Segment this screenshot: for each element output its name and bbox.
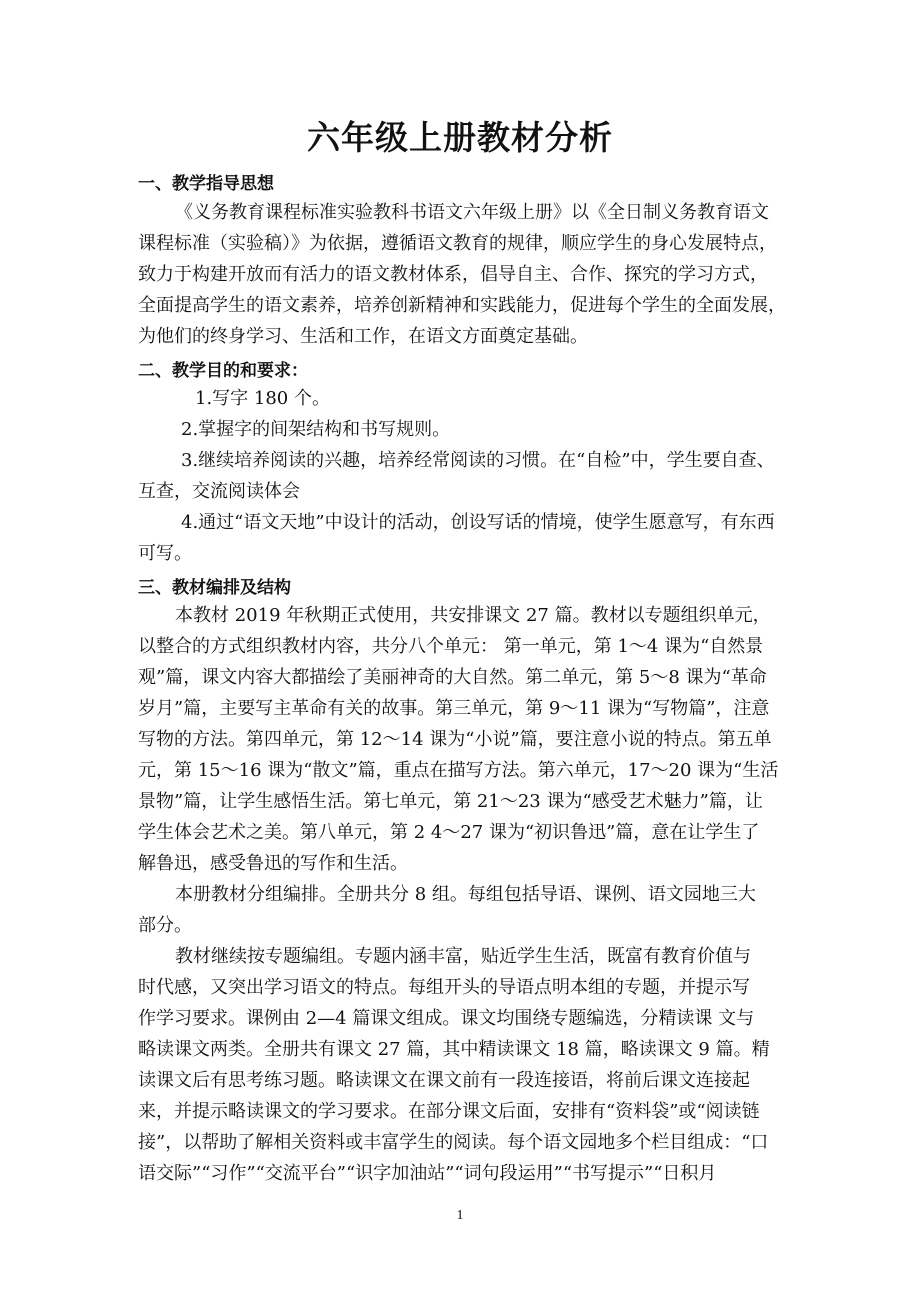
goal-item-continued: 可写。 [138,543,192,564]
goal-item: 3.继续培养阅读的兴趣，培养经常阅读的习惯。在“自检”中，学生要自查、 [181,450,775,471]
paragraph-line: 全面提高学生的语文素养，培养创新精神和实践能力，促进每个学生的全面发展， [138,295,786,316]
paragraph-line: 部分。 [138,915,192,936]
paragraph-line: 观”篇，课文内容大都描绘了美丽神奇的大自然。第二单元，第 5～8 课为“革命 [138,667,767,688]
paragraph-line: 岁月”篇，主要写主革命有关的故事。第三单元，第 9～11 课为“写物篇”，注意 [138,698,770,719]
section-heading-goals: 二、教学目的和要求： [138,361,308,381]
page-number: 1 [456,1208,464,1223]
section-heading-guiding-thought: 一、教学指导思想 [138,174,274,194]
paragraph-line: 语交际”“习作”“交流平台”“识字加油站”“词句段运用”“书写提示”“日积月 [138,1163,717,1184]
paragraph-line: 元，第 15～16 课为“散文”篇，重点在描写方法。第六单元，17～20 课为“生活 [138,760,779,781]
paragraph-line: 写物的方法。第四单元，第 12～14 课为“小说”篇，要注意小说的特点。第五单 [138,729,772,750]
paragraph-line: 读课文后有思考练习题。略读课文在课文前有一段连接语，将前后课文连接起 [138,1070,750,1091]
goal-item: 1.写字 180 个。 [195,388,330,409]
paragraph-line: 教材继续按专题编组。专题内涵丰富，贴近学生生活，既富有教育价值与 [175,946,751,967]
paragraph-line: 本教材 2019 年秋期正式使用，共安排课文 27 篇。教材以专题组织单元， [175,605,771,626]
paragraph-line: 学生体会艺术之美。第八单元，第 2 4～27 课为“初识鲁迅”篇，意在让学生了 [138,822,760,843]
goal-item: 2.掌握字的间架结构和书写规则。 [181,419,451,440]
goal-item: 4.通过“语文天地”中设计的活动，创设写话的情境，使学生愿意写，有东西 [181,512,775,533]
paragraph-line: 作学习要求。课例由 2—4 篇课文组成。课文均围绕专题编选，分精读课 文与 [138,1008,755,1029]
paragraph-line: 《义务教育课程标准实验教科书语文六年级上册》以《全日制义务教育语文 [175,202,769,223]
paragraph-line: 来，并提示略读课文的学习要求。在部分课文后面，安排有“资料袋”或“阅读链 [138,1101,760,1122]
page-title: 六年级上册教材分析 [307,118,613,157]
paragraph-line: 解鲁迅，感受鲁迅的写作和生活。 [138,853,408,874]
paragraph-line: 为他们的终身学习、生活和工作，在语文方面奠定基础。 [138,326,588,347]
paragraph-line: 致力于构建开放而有活力的语文教材体系，倡导自主、合作、探究的学习方式， [138,264,768,285]
paragraph-line: 景物”篇，让学生感悟生活。第七单元，第 21～23 课为“感受艺术魅力”篇，让 [138,791,763,812]
paragraph-line: 本册教材分组编排。全册共分 8 组。每组包括导语、课例、语文园地三大 [175,884,756,905]
paragraph-line: 略读课文两类。全册共有课文 27 篇，其中精读课文 18 篇，略读课文 9 篇。精 [138,1039,770,1060]
section-heading-structure: 三、教材编排及结构 [138,578,291,598]
paragraph-line: 接”，以帮助了解相关资料或丰富学生的阅读。每个语文园地多个栏目组成：“口 [138,1132,769,1153]
paragraph-line: 课程标准（实验稿）》为依据，遵循语文教育的规律，顺应学生的身心发展特点， [138,233,777,254]
goal-item-continued: 互查，交流阅读体会 [138,481,300,502]
paragraph-line: 时代感，又突出学习语文的特点。每组开头的导语点明本组的专题，并提示写 [138,977,750,998]
paragraph-line: 以整合的方式组织教材内容，共分八个单元： 第一单元，第 1～4 课为“自然景 [138,636,764,657]
